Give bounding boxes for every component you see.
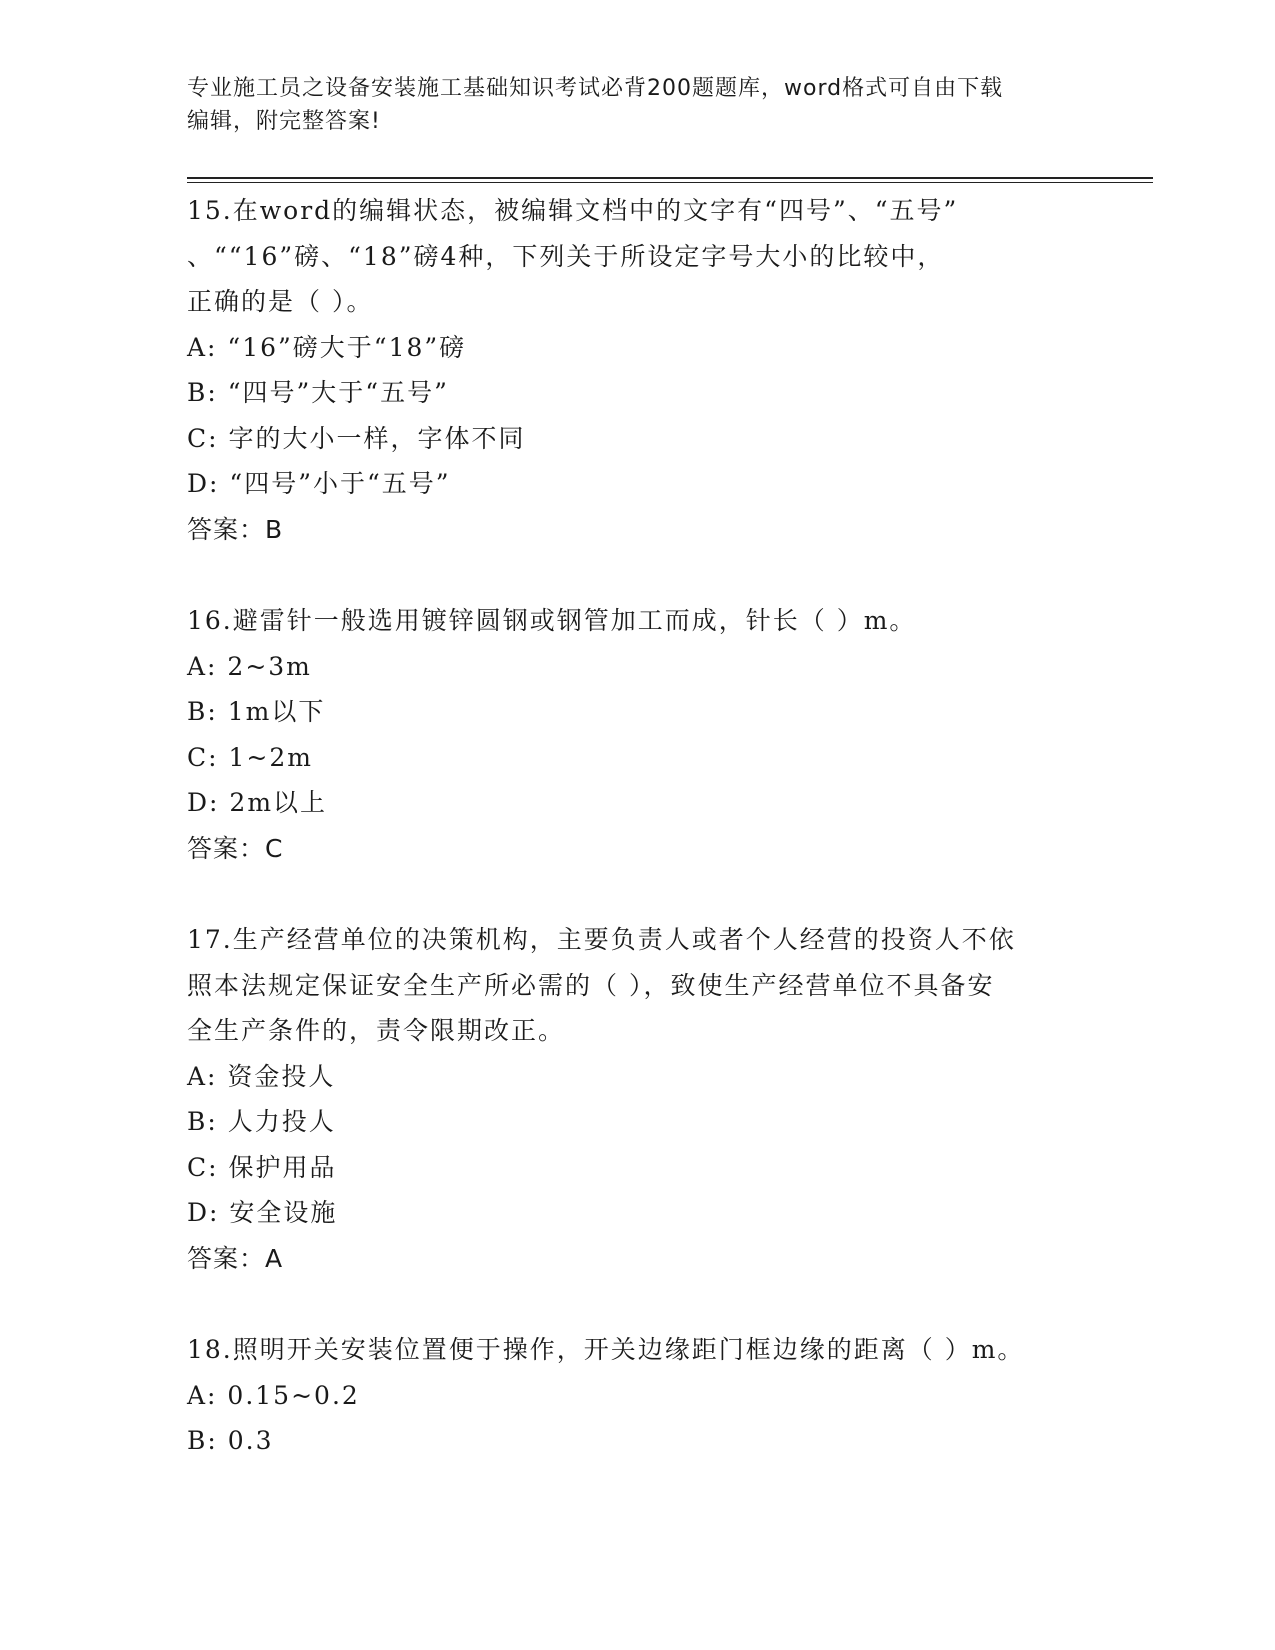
question-stem-line: 15.在word的编辑状态，被编辑文档中的文字有“四号”、“五号” xyxy=(187,196,959,225)
question-list xyxy=(187,188,1077,1464)
document-header xyxy=(187,72,1077,138)
header-line-2: 编辑，附完整答案! xyxy=(187,109,381,134)
question-stem-line: 18.照明开关安装位置便于操作，开关边缘距门框边缘的距离（ ）m。 xyxy=(187,1335,1025,1364)
header-divider-top xyxy=(187,177,1153,179)
option-a: A: “16”磅大于“18”磅 xyxy=(187,332,467,362)
answer-label: 答案：C xyxy=(187,833,284,863)
question-spacer xyxy=(187,1281,1077,1327)
question-stem-line: 、““16”磅、“18”磅4种，下列关于所设定字号大小的比较中， xyxy=(187,241,945,271)
question-stem-line: 正确的是（ ）。 xyxy=(187,287,374,316)
option-d: D: 2m以上 xyxy=(187,788,328,817)
option-d: D: “四号”小于“五号” xyxy=(187,469,451,498)
question-16 xyxy=(187,598,1077,871)
option-c: C: 字的大小一样，字体不同 xyxy=(187,423,526,453)
option-c: C: 1~2m xyxy=(187,742,313,772)
answer-label: 答案：B xyxy=(187,514,284,544)
question-stem-line: 16.避雷针一般选用镀锌圆钢或钢管加工而成，针长（ ）m。 xyxy=(187,606,917,635)
question-spacer xyxy=(187,871,1077,917)
question-spacer xyxy=(187,552,1077,598)
option-a: A: 资金投人 xyxy=(187,1061,336,1091)
answer-label: 答案：A xyxy=(187,1243,284,1273)
option-a: A: 2~3m xyxy=(187,651,312,681)
option-c: C: 保护用品 xyxy=(187,1152,337,1182)
header-line-1: 专业施工员之设备安装施工基础知识考试必背200题题库，word格式可自由下载 xyxy=(187,76,1004,101)
option-b: B: 1m以下 xyxy=(187,697,326,726)
question-15 xyxy=(187,188,1077,552)
question-17 xyxy=(187,917,1077,1281)
question-stem-line: 照本法规定保证安全生产所必需的（ ），致使生产经营单位不具备安 xyxy=(187,970,995,1000)
option-b: B: “四号”大于“五号” xyxy=(187,378,449,407)
question-stem-line: 全生产条件的，责令限期改正。 xyxy=(187,1016,566,1045)
header-divider-bottom xyxy=(187,182,1153,183)
option-b: B: 0.3 xyxy=(187,1426,274,1455)
question-stem-line: 17.生产经营单位的决策机构，主要负责人或者个人经营的投资人不依 xyxy=(187,925,1016,954)
question-18 xyxy=(187,1327,1077,1464)
option-a: A: 0.15~0.2 xyxy=(187,1380,360,1410)
option-b: B: 人力投人 xyxy=(187,1107,336,1136)
option-d: D: 安全设施 xyxy=(187,1198,338,1227)
